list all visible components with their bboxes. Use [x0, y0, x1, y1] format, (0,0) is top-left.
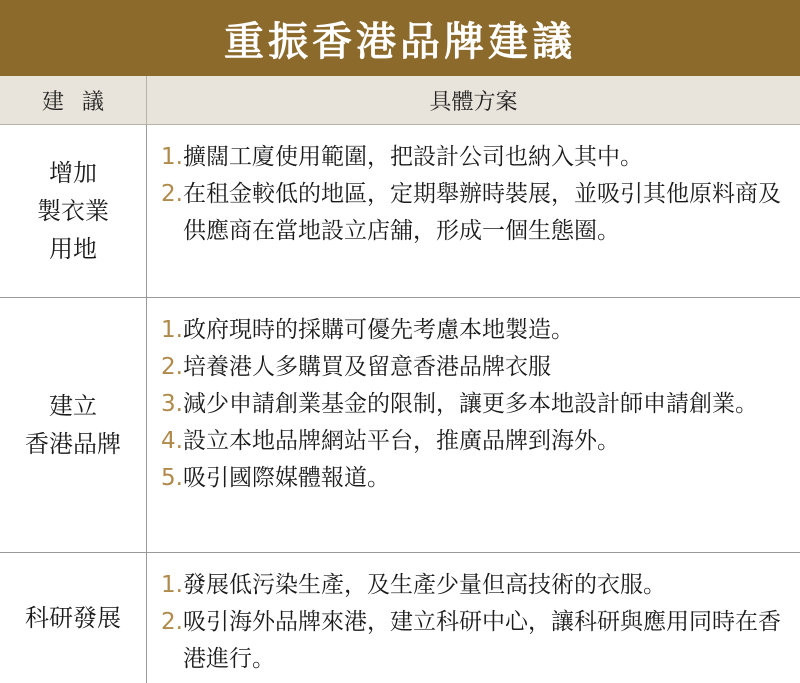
table-row: [0, 125, 800, 298]
list-item: [161, 567, 794, 604]
list-item: [161, 604, 794, 678]
table-row: [0, 298, 800, 553]
row-label: 建立 香港品牌: [0, 298, 147, 552]
list-item: [161, 176, 794, 250]
table-row: [0, 553, 800, 683]
item-number: 2.: [161, 609, 183, 635]
item-text: 在租金較低的地區，定期舉辦時裝展，並吸引其他原料商及供應商在當地設立店舖，形成一個生態圈。: [183, 181, 781, 244]
item-number: 5.: [161, 465, 183, 491]
list-item: [161, 386, 794, 423]
page-title: 重振香港品牌建議: [0, 0, 800, 76]
list-item: [161, 349, 794, 386]
list-item: [161, 423, 794, 460]
row-items: [147, 553, 800, 683]
item-text: 擴闊工廈使用範圍，把設計公司也納入其中。: [183, 144, 643, 170]
item-number: 2.: [161, 181, 183, 207]
row-label: 科研發展: [0, 553, 147, 683]
header-suggestion: 建議: [0, 76, 147, 124]
header-plan: 具體方案: [429, 89, 518, 115]
list-item: [161, 312, 794, 349]
item-number: 1.: [161, 144, 183, 170]
item-text: 減少申請創業基金的限制，讓更多本地設計師申請創業。: [183, 391, 758, 417]
item-number: 1.: [161, 317, 183, 343]
table-header: [0, 76, 800, 125]
item-text: 培養港人多購買及留意香港品牌衣服: [183, 354, 551, 380]
item-text: 吸引國際媒體報道。: [183, 465, 390, 491]
list-item: [161, 460, 794, 497]
item-number: 4.: [161, 428, 183, 454]
row-items: [147, 298, 800, 552]
item-number: 3.: [161, 391, 183, 417]
item-text: 發展低污染生產，及生產少量但高技術的衣服。: [183, 572, 666, 598]
list-item: [161, 139, 794, 176]
row-items: [147, 125, 800, 297]
item-text: 吸引海外品牌來港，建立科研中心，讓科研與應用同時在香港進行。: [183, 609, 781, 672]
item-text: 設立本地品牌網站平台，推廣品牌到海外。: [183, 428, 620, 454]
row-label: 增加 製衣業 用地: [0, 125, 147, 297]
item-number: 1.: [161, 572, 183, 598]
item-text: 政府現時的採購可優先考慮本地製造。: [183, 317, 574, 343]
item-number: 2.: [161, 354, 183, 380]
